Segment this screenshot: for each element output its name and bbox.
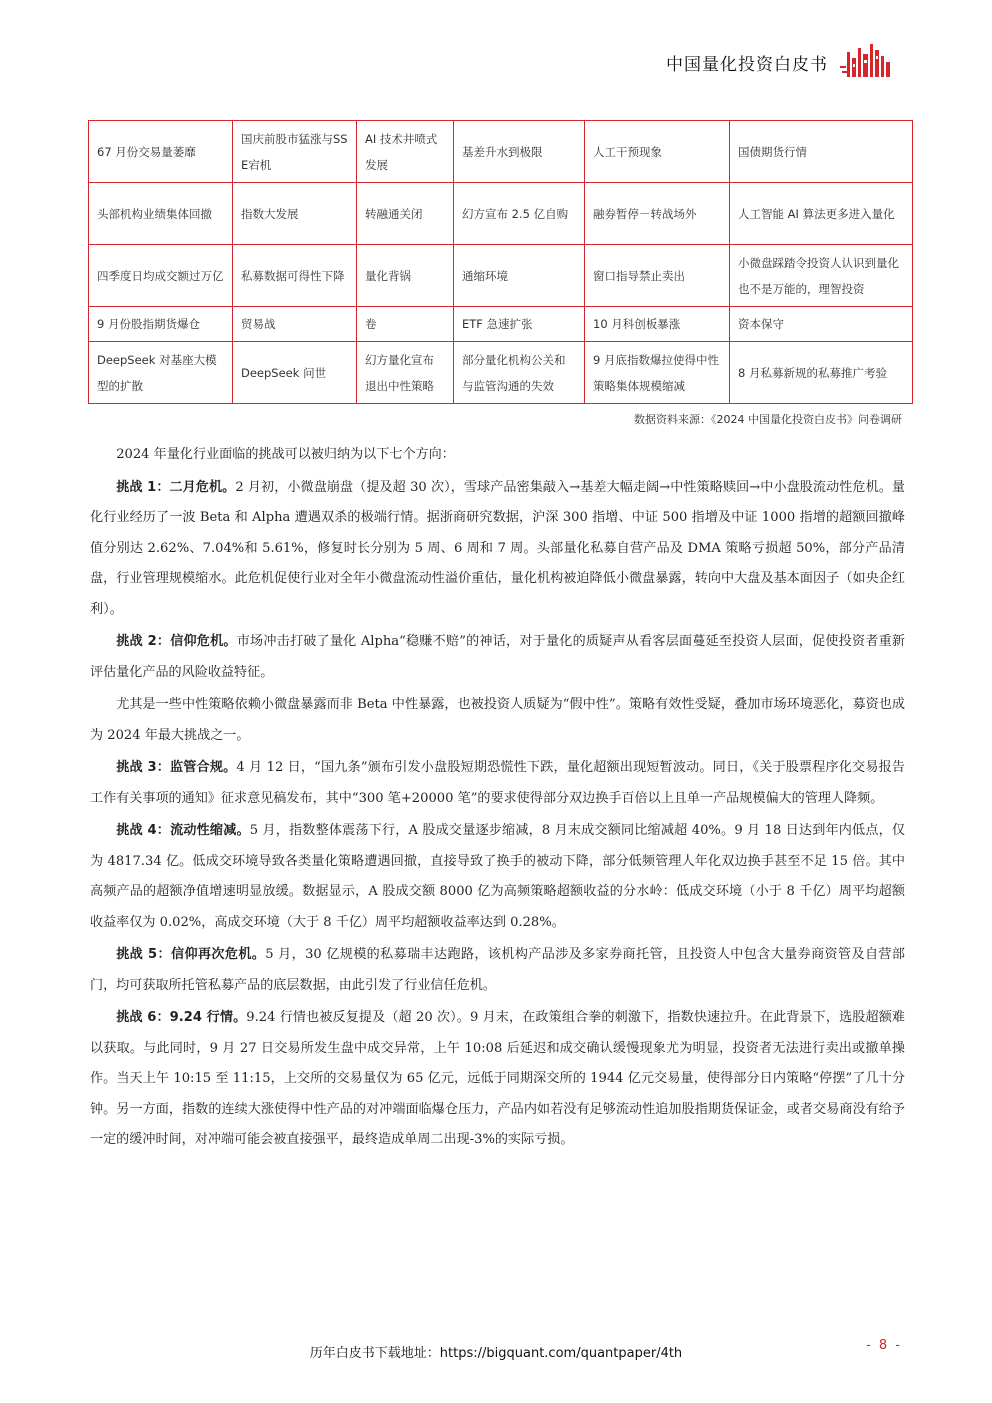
table-cell: 10 月科创板暴涨	[585, 307, 730, 342]
download-url-footer[interactable]: 历年白皮书下载地址：https://bigquant.com/quantpaper/4th	[309, 1346, 683, 1361]
challenge-4-title: 挑战 4：流动性缩减。	[116, 823, 250, 838]
table-cell: 贸易战	[233, 307, 357, 342]
table-row	[89, 245, 913, 307]
table-row	[89, 121, 913, 183]
table-row	[89, 183, 913, 245]
table-row	[89, 342, 913, 404]
challenge-6-title: 挑战 6：9.24 行情。	[116, 1010, 247, 1025]
challenge-5-paragraph	[90, 940, 905, 1001]
challenge-4-text: 5 月，指数整体震荡下行，A 股成交量逐步缩减，8 月末成交额同比缩减超 40%。9 月 18 日达到年内低点，仅为 4817.34 亿。低成交环境导致各类量化策略遭遇回撤，直接导致了换手的被动下降，部分低频管理人年化双边换手甚至不足 15 倍。其中高频产品的超额净值增速明显放缓。数据显示，A 股成交额 8000 亿为高频策略超额收益的分水岭：低成交环境（小于 8 千亿）周平均超额收益率仅为 0.02%，高成交环境（大于 8 千亿）周平均超额收益率达到 0.28%。	[90, 823, 905, 930]
table-cell: AI 技术井喷式发展	[357, 121, 454, 183]
factors-table	[88, 120, 913, 404]
page-number: - 8 -	[866, 1338, 902, 1353]
table-cell: 窗口指导禁止卖出	[585, 245, 730, 307]
table-cell: 幻方宣布 2.5 亿自购	[454, 183, 585, 245]
table-cell: 通缩环境	[454, 245, 585, 307]
challenge-3-paragraph	[90, 753, 905, 814]
cityscape-logo-icon	[838, 40, 892, 80]
challenge-1-title: 挑战 1：二月危机。	[116, 479, 236, 495]
table-cell: 指数大发展	[233, 183, 357, 245]
challenge-5-title: 挑战 5：信仰再次危机。	[116, 947, 266, 962]
challenge-3-title: 挑战 3：监管合规。	[116, 760, 237, 775]
table-cell: 资本保守	[730, 307, 913, 342]
table-cell: DeepSeek 对基座大模型的扩散	[89, 342, 233, 404]
table-cell: 国债期货行情	[730, 121, 913, 183]
challenge-2-paragraph	[90, 627, 905, 688]
table-cell: 部分量化机构公关和与监管沟通的失效	[454, 342, 585, 404]
challenge-6-text: 9.24 行情也被反复提及（超 20 次）。9 月末，在政策组合拳的刺激下，指数快速拉升。在此背景下，选股超额难以获取。与此同时，9 月 27 日交易所发生盘中成交异常，上午 10:08 后延迟和成交确认缓慢现象尤为明显，投资者无法进行卖出或撤单操作。当天上午 10:15 至 11:15，上交所的交易量仅为 65 亿元，远低于同期深交所的 1944 亿元交易量，使得部分日内策略“停摆”了几十分钟。另一方面，指数的连续大涨使得中性产品的对冲端面临爆仓压力，产品内如若没有足够流动性追加股指期货保证金，或者交易商没有给予一定的缓冲时间，对冲端可能会被直接强平，最终造成单周二出现-3%的实际亏损。	[90, 1010, 905, 1147]
table-cell: 量化背锅	[357, 245, 454, 307]
challenge-2-title: 挑战 2：信仰危机。	[116, 634, 237, 649]
table-cell: 幻方量化宣布退出中性策略	[357, 342, 454, 404]
challenge-3-text: 4 月 12 日，“国九条”颁布引发小盘股短期恐慌性下跌，量化超额出现短暂波动。同日，《关于股票程序化交易报告工作有关事项的通知》征求意见稿发布，其中“300 笔+20000 笔”的要求使得部分双边换手百倍以上且单一产品规模偏大的管理人降频。	[90, 760, 905, 806]
challenge-1-paragraph	[90, 473, 905, 626]
table-cell: 融券暂停－转战场外	[585, 183, 730, 245]
table-cell: 人工干预现象	[585, 121, 730, 183]
table-cell: DeepSeek 问世	[233, 342, 357, 404]
body-text	[90, 440, 905, 1156]
table-cell: 人工智能 AI 算法更多进入量化	[730, 183, 913, 245]
table-cell: 8 月私募新规的私募推广考验	[730, 342, 913, 404]
challenge-2-continued-paragraph: 尤其是一些中性策略依赖小微盘暴露而非 Beta 中性暴露，也被投资人质疑为“假中性”。策略有效性受疑，叠加市场环境恶化，募资也成为 2024 年最大挑战之一。	[90, 697, 905, 743]
table-cell: 四季度日均成交额过万亿	[89, 245, 233, 307]
table-row	[89, 307, 913, 342]
table-cell: 国庆前股市猛涨与SSE宕机	[233, 121, 357, 183]
table-cell: 头部机构业绩集体回撤	[89, 183, 233, 245]
table-cell: 基差升水到极限	[454, 121, 585, 183]
table-cell: 9 月底指数爆拉使得中性策略集体规模缩减	[585, 342, 730, 404]
table-cell: 小微盘踩踏令投资人认识到量化也不是万能的，理智投资	[730, 245, 913, 307]
challenge-4-paragraph	[90, 816, 905, 938]
table-cell: 私募数据可得性下降	[233, 245, 357, 307]
table-cell: 67 月份交易量萎靡	[89, 121, 233, 183]
header-title: 中国量化投资白皮书	[666, 55, 828, 75]
table-cell: 卷	[357, 307, 454, 342]
intro-paragraph: 2024 年量化行业面临的挑战可以被归纳为以下七个方向：	[116, 447, 455, 462]
challenge-6-paragraph	[90, 1003, 905, 1156]
table-cell: 9 月份股指期货爆仓	[89, 307, 233, 342]
challenge-5-text: 5 月，30 亿规模的私募瑞丰达跑路，该机构产品涉及多家券商托管，且投资人中包含大量券商资管及自营部门，均可获取所托管私募产品的底层数据，由此引发了行业信任危机。	[90, 947, 905, 993]
table-cell: ETF 急速扩张	[454, 307, 585, 342]
table-source-note: 数据资料来源：《2024 中国量化投资白皮书》问卷调研	[634, 413, 902, 426]
challenge-1-text: 2 月初，小微盘崩盘（提及超 30 次），雪球产品密集敲入→基差大幅走阔→中性策略赎回→中小盘股流动性危机。量化行业经历了一波 Beta 和 Alpha 遭遇双杀的极端行情。据浙商研究数据，沪深 300 指增、中证 500 指增及中证 1000 指增的超额回撤峰值分别达 2.62%、7.04%和 5.61%，修复时长分别为 5 周、6 周和 7 周。头部量化私募自营产品及 DMA 策略亏损超 50%，部分产品清盘，行业管理规模缩水。此危机促使行业对全年小微盘流动性溢价重估，量化机构被迫降低小微盘暴露，转向中大盘及基本面因子（如央企红利）。	[90, 479, 906, 617]
challenge-2-text: 市场冲击打破了量化 Alpha“稳赚不赔”的神话，对于量化的质疑声从看客层面蔓延至投资人层面，促使投资者重新评估量化产品的风险收益特征。	[90, 634, 905, 680]
table-cell: 转融通关闭	[357, 183, 454, 245]
